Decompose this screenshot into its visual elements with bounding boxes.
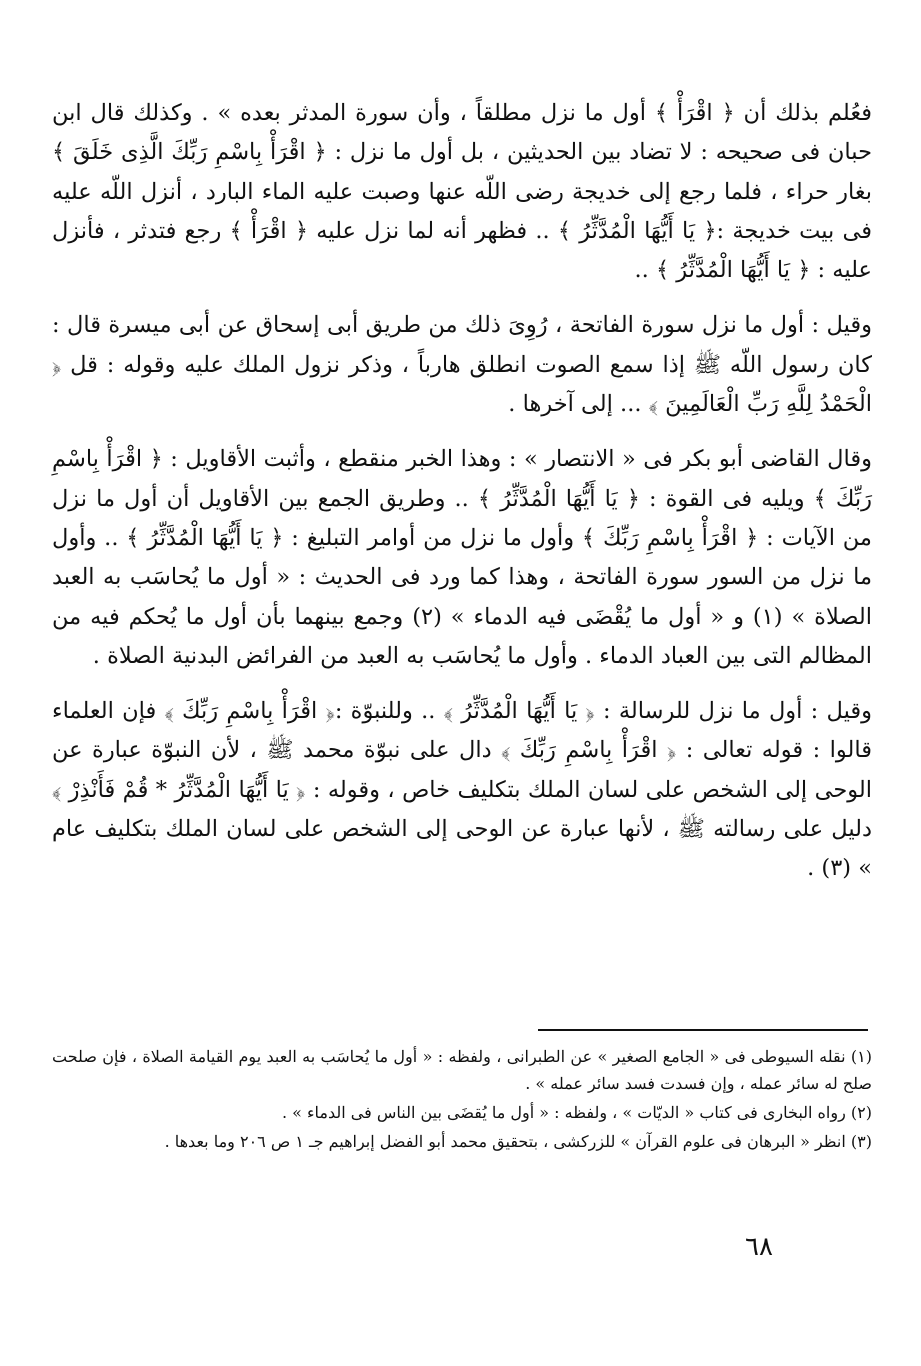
footnote-separator bbox=[538, 1029, 868, 1031]
paragraph: وقيل : أول ما نزل للرسالة : ﴿ يَا أَيُّهَا الْمُدَّثِّرُ ﴾ .. وللنبوّة :﴿ اقْرَأْ بِاسْمِ رَبِّكَ ﴾ فإن العلماء قالوا : قوله تعالى : ﴿ اقْرَأْ بِاسْمِ رَبِّكَ ﴾ دال على نبوّة محمد ﷺ ، لأن النبوّة عبارة عن الوحى إلى الشخص على لسان الملك بتكليف خاص ، وقوله : ﴿ يَا أَيُّهَا الْمُدَّثِّرُ * قُمْ فَأَنْذِرْ ﴾ دليل على رسالته ﷺ ، لأنها عبارة عن الوحى إلى الشخص على لسان الملك بتكليف عام » (٣) . bbox=[52, 698, 872, 882]
paragraph: وقيل : أول ما نزل سورة الفاتحة ، رُوِىَ ذلك من طريق أبى إسحاق عن أبى ميسرة قال : كان رسول اللّه ﷺ إذا سمع الصوت انطلق هارباً ، وذكر نزول الملك عليه وقوله : قل ﴿ الْحَمْدُ لِلَّهِ رَبِّ الْعَالَمِينَ ﴾ ... إلى آخرها . bbox=[52, 312, 872, 418]
footnote: (٣) انظر « البرهان فى علوم القرآن » للزركشى ، بتحقيق محمد أبو الفضل إبراهيم جـ ١ ص ٢٠٦ وما بعدها . bbox=[164, 1132, 872, 1151]
footnotes bbox=[52, 1043, 872, 1155]
footnote: (٢) رواه البخارى فى كتاب « الديّات » ، ولفظه : « أول ما يُقضَى بين الناس فى الدماء » . bbox=[281, 1103, 872, 1122]
footnote: (١) نقله السيوطى فى « الجامع الصغير » عن الطبرانى ، ولفظه : « أول ما يُحاسَب به العبد يوم القيامة الصلاة ، فإن صلحت صلح له سائر عمله ، وإن فسدت فسد سائر عمله » . bbox=[52, 1047, 872, 1093]
page-number: ٦٨ bbox=[745, 1232, 773, 1262]
paragraph: فعُلم بذلك أن ﴿ اقْرَأْ ﴾ أول ما نزل مطلقاً ، وأن سورة المدثر بعده » . وكذلك قال ابن حبان فى صحيحه : لا تضاد بين الحديثين ، بل أول ما نزل : ﴿ اقْرَأْ بِاسْمِ رَبِّكَ الَّذِى خَلَقَ ﴾ بغار حراء ، فلما رجع إلى خديجة رضى اللّه عنها وصبت عليه الماء البارد ، أنزل اللّه عليه فى بيت خديجة :﴿ يَا أَيُّهَا الْمُدَّثِّرُ ﴾ .. فظهر أنه لما نزل عليه ﴿ اقْرَأْ ﴾ رجع فتدثر ، فأنزل عليه : ﴿ يَا أَيُّهَا الْمُدَّثِّرُ ﴾ .. bbox=[52, 100, 872, 284]
main-text bbox=[52, 94, 872, 889]
paragraph: وقال القاضى أبو بكر فى « الانتصار » : وهذا الخبر منقطع ، وأثبت الأقاويل : ﴿ اقْرَأْ بِاسْمِ رَبِّكَ ﴾ ويليه فى القوة : ﴿ يَا أَيُّهَا الْمُدَّثِّرُ ﴾ .. وطريق الجمع بين الأقاويل أن أول ما نزل من الآيات : ﴿ اقْرَأْ بِاسْمِ رَبِّكَ ﴾ وأول ما نزل من أوامر التبليغ : ﴿ يَا أَيُّهَا الْمُدَّثِّرُ ﴾ .. وأول ما نزل من السور سورة الفاتحة ، وهذا كما ورد فى الحديث : « أول ما يُحاسَب به العبد الصلاة » (١) و « أول ما يُقْضَى فيه الدماء » (٢) وجمع بينهما بأن أول ما يُحكم فيه من المظالم التى بين العباد الدماء . وأول ما يُحاسَب به العبد من الفرائض البدنية الصلاة . bbox=[52, 446, 872, 669]
